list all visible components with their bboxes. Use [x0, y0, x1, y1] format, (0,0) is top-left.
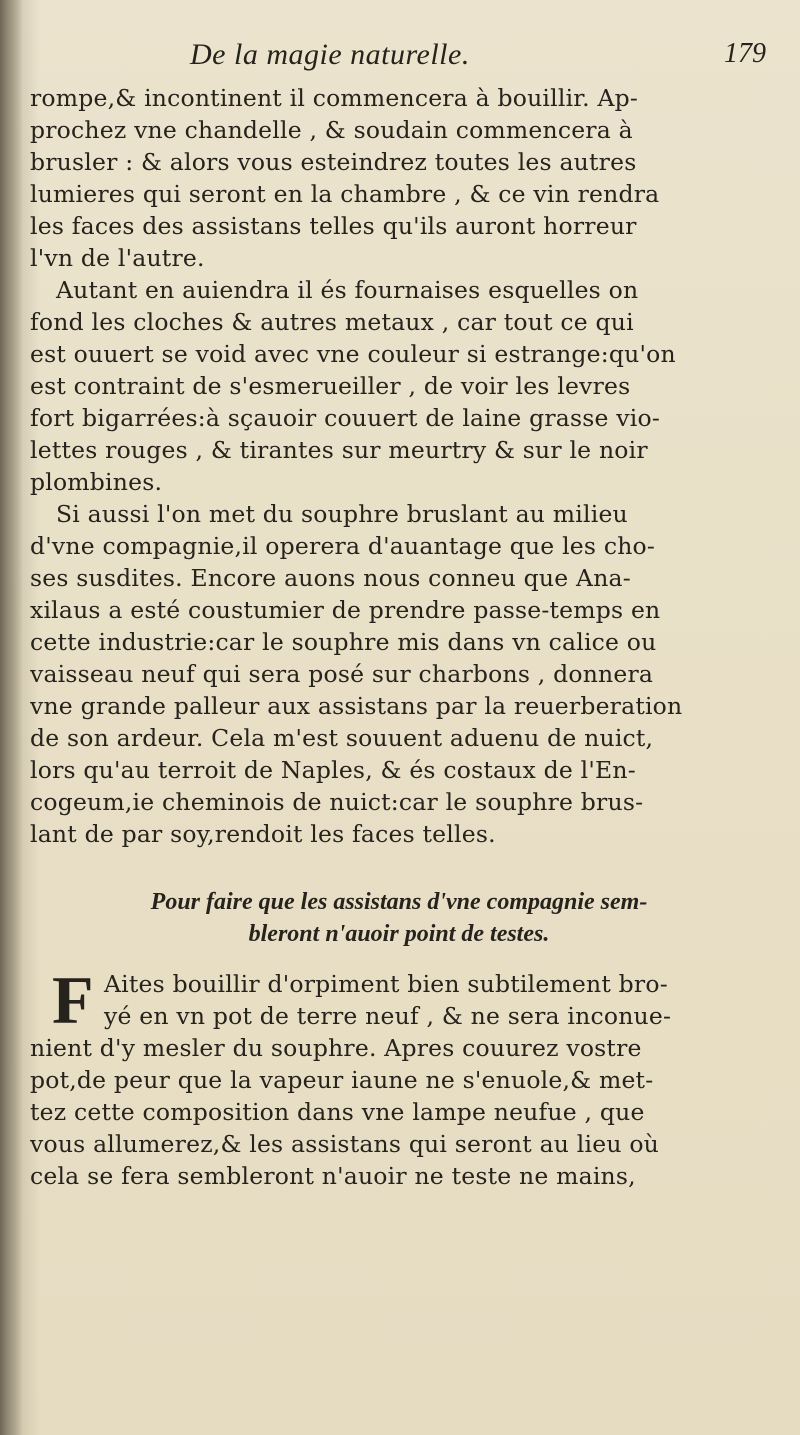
text-line: fond les cloches & autres metaux , car tout ce qui	[30, 308, 634, 336]
text-line: les faces des assistans telles qu'ils auront horreur	[30, 212, 637, 240]
text-line: Aites bouillir d'orpiment bien subtilement bro-	[104, 970, 668, 998]
page-gutter-shadow	[0, 0, 22, 1435]
text-line: brusler : & alors vous esteindrez toutes les autres	[30, 148, 637, 176]
text-line: rompe,& incontinent il commencera à bouillir. Ap-	[30, 84, 639, 112]
text-line: vous allumerez,& les assistans qui seront au lieu où	[30, 1130, 660, 1158]
text-line: l'vn de l'autre.	[30, 244, 205, 272]
text-line: lant de par soy,rendoit les faces telles.	[30, 820, 496, 848]
running-head	[30, 38, 768, 82]
paragraph-wine-continuation	[30, 82, 768, 274]
text-line: prochez vne chandelle , & soudain commencera à	[30, 116, 633, 144]
text-line: fort bigarrées:à sçauoir couuert de laine grasse vio-	[30, 404, 660, 432]
drop-cap-letter: F	[52, 962, 94, 1038]
text-line: lors qu'au terroit de Naples, & és costaux de l'En-	[30, 756, 636, 784]
text-line: cette industrie:car le souphre mis dans vn calice ou	[30, 628, 657, 656]
text-line: Si aussi l'on met du souphre bruslant au milieu	[56, 500, 628, 528]
text-line: pot,de peur que la vapeur iaune ne s'enuole,& met-	[30, 1066, 654, 1094]
paragraph-orpiment	[30, 962, 768, 1192]
running-head-title: De la magie naturelle.	[190, 38, 470, 71]
paragraph-furnaces	[30, 274, 768, 498]
text-line: lumieres qui seront en la chambre , & ce vin rendra	[30, 180, 660, 208]
spacer	[30, 950, 768, 968]
text-line: vne grande palleur aux assistans par la reuerberation	[30, 692, 683, 720]
page-number: 179	[724, 38, 766, 69]
text-line: cogeum,ie cheminois de nuict:car le souphre brus-	[30, 788, 644, 816]
spacer	[30, 850, 768, 886]
text-line: plombines.	[30, 468, 163, 496]
text-line: vaisseau neuf qui sera posé sur charbons , donnera	[30, 660, 654, 688]
section-heading-line-2: bleront n'auoir point de testes.	[248, 921, 550, 947]
text-line: lettes rouges , & tirantes sur meurtry & sur le noir	[30, 436, 648, 464]
text-line: nient d'y mesler du souphre. Apres couurez vostre	[30, 1034, 642, 1062]
text-line: est contraint de s'esmerueiller , de voir les levres	[30, 372, 631, 400]
text-line: d'vne compagnie,il operera d'auantage que les cho-	[30, 532, 656, 560]
section-heading	[30, 886, 768, 950]
paragraph-sulphur	[30, 498, 768, 850]
text-line: ses susdites. Encore auons nous conneu que Ana-	[30, 564, 631, 592]
page-text-block	[30, 38, 768, 1192]
text-line: tez cette composition dans vne lampe neufue , que	[30, 1098, 645, 1126]
text-line: cela se fera sembleront n'auoir ne teste ne mains,	[30, 1162, 636, 1190]
text-line: est ouuert se void avec vne couleur si estrange:qu'on	[30, 340, 676, 368]
text-line: de son ardeur. Cela m'est souuent aduenu de nuict,	[30, 724, 654, 752]
section-heading-line-1: Pour faire que les assistans d'vne compagnie sem-	[150, 889, 648, 915]
text-line: xilaus a esté coustumier de prendre passe-temps en	[30, 596, 661, 624]
text-line: yé en vn pot de terre neuf , & ne sera inconue-	[104, 1002, 672, 1030]
text-line: Autant en auiendra il és fournaises esquelles on	[56, 276, 639, 304]
